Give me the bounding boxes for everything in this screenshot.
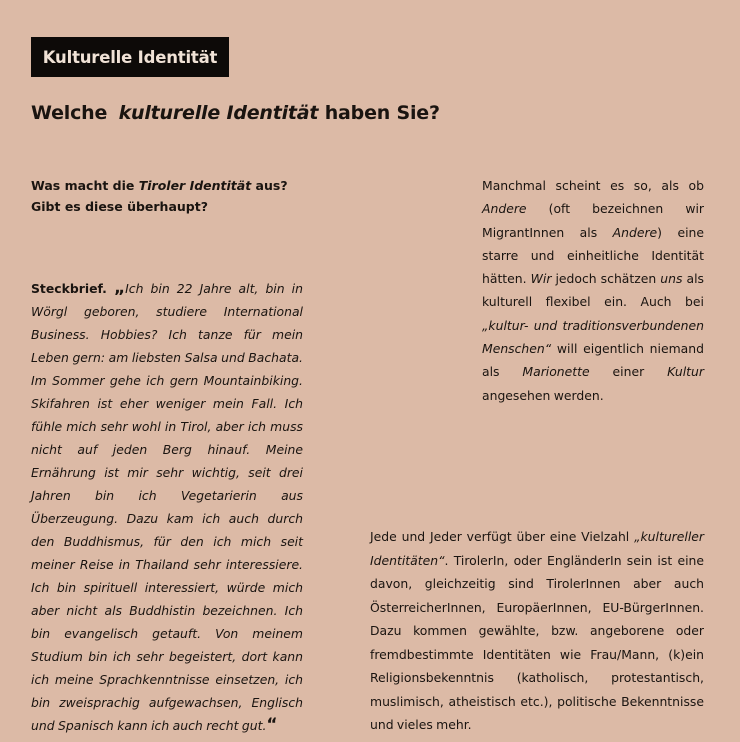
p2-emph-1: „kultureller Identitäten“ — [370, 529, 704, 568]
p2-text-1: Jede und Jeder verfügt über eine Vielzahl — [370, 529, 635, 544]
p1-text-7: einer — [589, 364, 668, 380]
section-tag — [31, 37, 229, 77]
question-line-1 — [31, 175, 288, 196]
question-line-1-emphasis: Tiroler Identität — [138, 178, 252, 193]
headline-before: Welche — [31, 102, 108, 124]
section-tag-label: Kulturelle Identität — [42, 47, 218, 67]
profile-label: Steckbrief. — [31, 281, 107, 296]
p1-emph-7: Kultur — [667, 364, 704, 380]
question-line-2: Gibt es diese überhaupt? — [31, 199, 208, 214]
headline-after: haben Sie? — [324, 102, 440, 124]
p1-emph-5: „kultur- und traditionsverbundenen Menschen“ — [482, 317, 704, 357]
profile-quote-body: Ich bin 22 Jahre alt, bin in Wörgl geboren, studiere International Business. Hobbies? Ich tanze für mein Leben gern: am liebsten Salsa und Bachata. Im Sommer gehe ich gern Mountainbiking. Skifahren ist eher weniger mein Fall. Ich fühle mich sehr wohl in Tirol, aber ich muss nicht auf jeden Berg hinauf. Meine Ernährung ist mir sehr wichtig, seit drei Jahren bin ich Vegetarierin aus Überzeugung. Dazu kam ich auch durch den Buddhismus, für den ich mich seit meiner Reise in Thailand sehr interessiere. Ich bin spirituell interessiert, würde mich aber nicht als Buddhistin bezeichnen. Ich bin evangelisch getauft. Von meinem Studium bin ich sehr begeistert, dort kann ich meine Sprachkenntnisse einsetzen, ich bin zweisprachig aufgewachsen, Englisch und Spanisch kann ich auch recht gut. — [31, 281, 303, 733]
p1-text-2: (oft bezeichnen wir MigrantInnen als — [482, 201, 704, 240]
open-quote: „ — [113, 278, 126, 298]
p2-text-2: . TirolerIn, oder EngländerIn sein ist eine davon, gleichzeitig sind TirolerInnen aber auch ÖsterreicherInnen, EuropäerInnen, EU-BürgerInnen. Dazu kommen gewählte, bzw. angeborene oder fremdbestimmte Identitäten wie Frau/Mann, (k)ein Religionsbekenntnis (katholisch, protestantisch, muslimisch, atheistisch etc.), politische Bekenntnisse und vieles mehr. — [370, 552, 704, 732]
p1-text-3: ) eine starre und einheitliche Identität hätten. — [482, 224, 704, 287]
p1-emph-2: Andere — [612, 224, 658, 240]
profile-text — [31, 277, 303, 737]
close-quote: “ — [266, 715, 278, 735]
page-headline — [31, 102, 440, 124]
paragraph-identity-flexibility — [482, 174, 704, 407]
question-line-1-start: Was macht die — [31, 178, 139, 193]
p1-text-8: angesehen werden. — [482, 387, 604, 403]
p1-emph-3: Wir — [530, 271, 552, 287]
paragraph-multiple-identities — [370, 525, 704, 737]
p1-text-4: jedoch schätzen — [551, 271, 661, 287]
p1-text-1: Manchmal scheint es so, als ob — [482, 178, 704, 193]
p1-text-5: als kulturell flexibel ein. Auch bei — [482, 271, 704, 310]
p1-emph-4: uns — [660, 271, 683, 287]
p1-emph-6: Marionette — [522, 364, 590, 380]
p1-text-6: will eigentlich niemand als — [482, 341, 704, 380]
question-block — [31, 175, 288, 217]
question-line-1-end: aus? — [251, 178, 288, 193]
p1-emph-1: Andere — [482, 201, 527, 217]
headline-emphasis: kulturelle Identität — [118, 102, 319, 124]
